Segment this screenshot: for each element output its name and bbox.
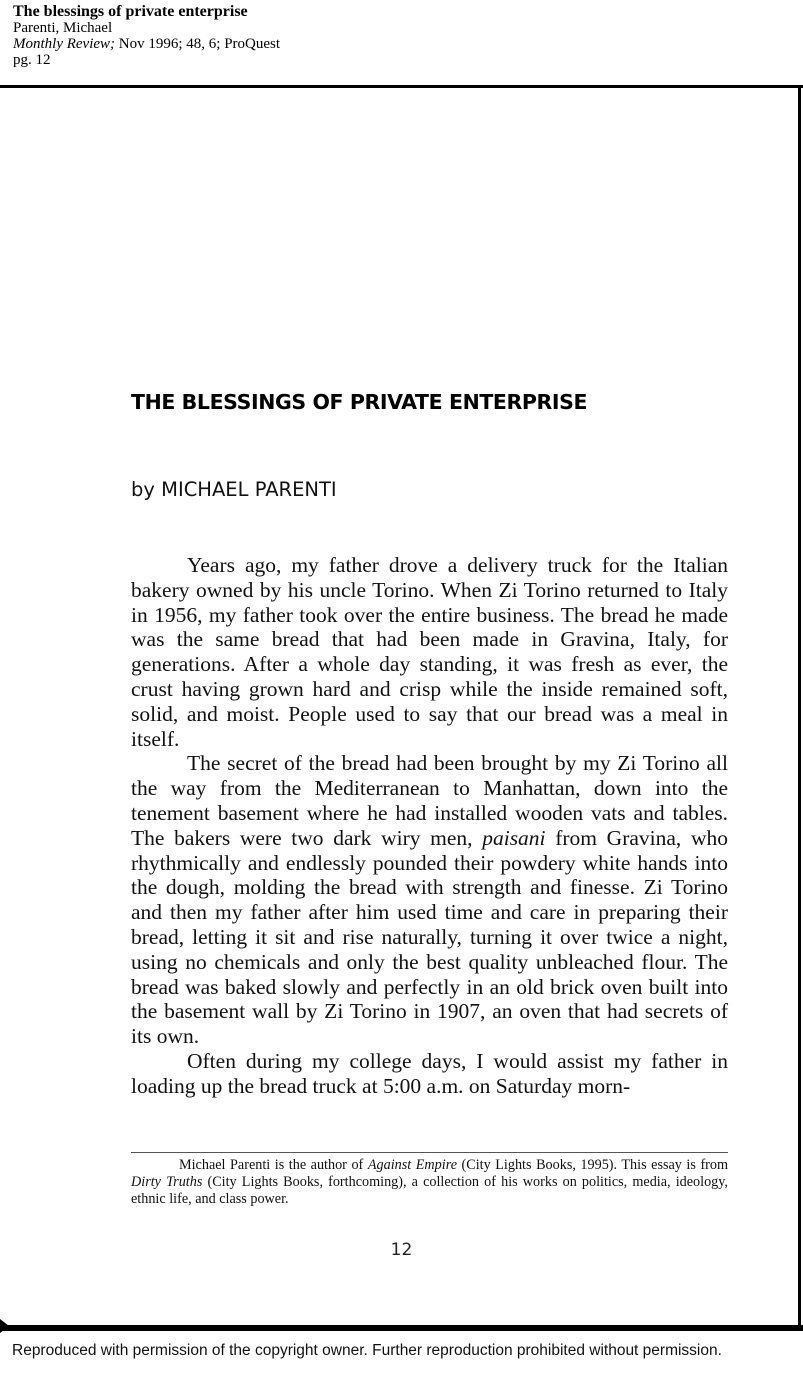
page-frame-corner-mark [0, 1319, 9, 1333]
footnote-book-2: Dirty Truths [131, 1174, 203, 1190]
footnote-part-3: (City Lights Books, forthcoming), a collection of his works on politics, media, ideology, ethnic life, and class power. [131, 1174, 728, 1207]
footnote-part-1: Michael Parenti is the author of [179, 1157, 368, 1173]
citation-source [13, 36, 280, 52]
paragraph-3: Often during my college days, I would assist my father in loading up the bread truck at 5:00 a.m. on Saturday morn- [131, 1048, 728, 1098]
permission-notice: Reproduced with permission of the copyright owner. Further reproduction prohibited without permission. [12, 1342, 722, 1359]
article-body [131, 553, 728, 1099]
paragraph-2-part-2: from Gravina, who rhythmically and endlessly pounded their powdery white hands into the dough, molding the bread with strength and finesse. Zi Torino and then my father after him used time and care in preparing their bread, letting it sit and rise naturally, turning it over twice a night, using no chemicals and only the best quality unbleached flour. The bread was baked slowly and perfectly in an old brick oven built into the basement wall by Zi Torino in 1907, an oven that had secrets of its own. [131, 825, 728, 1049]
paragraph-1: Years ago, my father drove a delivery truck for the Italian bakery owned by his uncle Torino. When Zi Torino returned to Italy in 1956, my father took over the entire business. The bread he made was the same bread that had been made in Gravina, Italy, for generations. After a whole day standing, it was fresh as ever, the crust having grown hard and crisp while the inside remained soft, solid, and moist. People used to say that our bread was a meal in itself. [131, 553, 728, 751]
article-byline: by MICHAEL PARENTI [131, 478, 337, 501]
paragraph-2-part-1: The secret of the bread had been brought by my Zi Torino all the way from the Mediterranean to Manhattan, down into the tenement basement where he had installed wooden vats and tables. The bakers were two dark wiry men, [131, 751, 728, 850]
citation-page: pg. 12 [13, 52, 51, 68]
paragraph-2-italic-term: paisani [482, 825, 546, 850]
author-footnote [131, 1157, 728, 1208]
citation-journal: Monthly Review; [13, 36, 116, 52]
page-frame-bottom-rule [0, 1325, 803, 1331]
footnote-book-1: Against Empire [367, 1157, 457, 1173]
footnote-part-2: (City Lights Books, 1995). This essay is from [457, 1157, 729, 1173]
citation-header [13, 4, 280, 68]
citation-details: Nov 1996; 48, 6; ProQuest [115, 36, 281, 52]
article-title: THE BLESSINGS OF PRIVATE ENTERPRISE [131, 390, 588, 414]
page-frame-top-rule [0, 85, 803, 88]
citation-title: The blessings of private enterprise [13, 3, 248, 20]
citation-author: Parenti, Michael [13, 20, 113, 36]
page-frame-right-rule [798, 85, 801, 1330]
page-number: 12 [390, 1240, 413, 1260]
footnote-divider [131, 1152, 728, 1153]
paragraph-2 [131, 751, 728, 1049]
